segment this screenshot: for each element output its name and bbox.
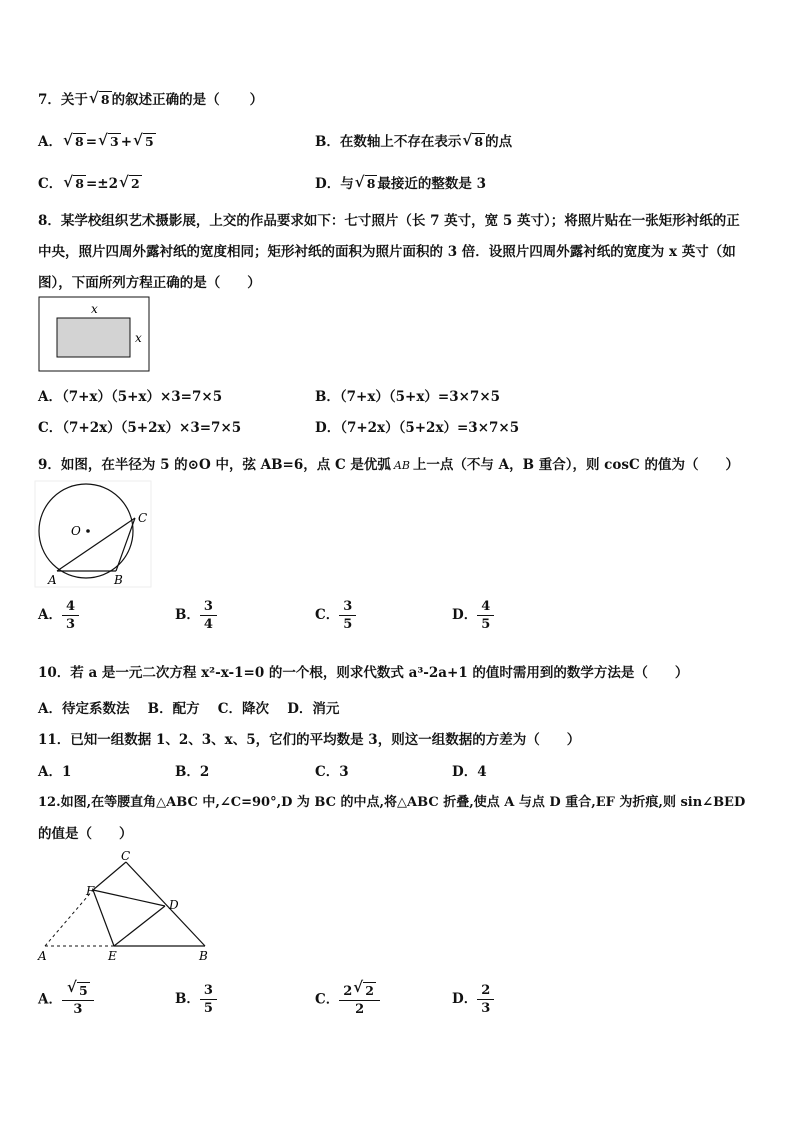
q12-crease-fe	[93, 890, 114, 946]
q9-label-a: A	[48, 573, 57, 587]
q8-figure	[38, 296, 150, 372]
q9-label-c: C	[138, 511, 148, 525]
q7-option-b: B．在数轴上不存在表示√ 8 的点	[315, 130, 512, 150]
q9-label-o: O	[71, 524, 81, 538]
q7-option-a: A．√ 8 =√ 3 +√ 5	[38, 130, 156, 150]
q8-stem-line3: 图），下面所列方程正确的是（ ）	[38, 275, 261, 291]
q9-option-a: A． $\frac{4}{3}$	[38, 598, 79, 633]
q12-label-b: B	[199, 949, 208, 963]
q8-stem-line2: 中央，照片四周外露衬纸的宽度相同；矩形衬纸的面积为照片面积的 3 倍．设照片四周外露衬纸的宽度为 x 英寸（如	[38, 244, 736, 260]
q11-option-b: B．2	[175, 764, 210, 780]
q12-stem-line2: 的值是（ ）	[38, 826, 133, 842]
q11-stem: 11．已知一组数据 1、2、3、x、5，它们的平均数是 3，则这一组数据的方差为（ ）	[38, 732, 581, 748]
q9-stem: 9．如图，在半径为 5 的⊙O 中，弦 AB=6，点 C 是优弧 AB 上一点（不与 A，B 重合），则 cosC 的值为（ ）	[38, 457, 739, 473]
q9-option-b: B． $\frac{3}{4}$	[175, 598, 217, 633]
q11-option-c: C．3	[315, 764, 349, 780]
q12-dashed-af	[45, 890, 93, 946]
q8-photo-rect	[57, 318, 130, 357]
q7-close-paren: ）	[249, 92, 264, 108]
q12-label-a: A	[38, 949, 47, 963]
q9-label-b: B	[114, 573, 123, 587]
q12-side-fc	[93, 862, 126, 890]
q12-label-c: C	[121, 849, 131, 863]
q12-option-c: C． $\frac{2√ 2}{2}$	[315, 982, 380, 1018]
q12-figure	[34, 848, 210, 966]
q7-stem	[38, 88, 263, 108]
q7-stem-text: 7．关于	[38, 92, 88, 108]
q12-option-d: D． $\frac{2}{3}$	[452, 982, 494, 1017]
q12-option-a: A． √ $\frac{5}{3}$	[38, 982, 94, 1018]
q9-option-d: D． $\frac{4}{5}$	[452, 598, 494, 633]
q8-option-b: B．（7+x）（5+x）=3×7×5	[315, 389, 501, 405]
q11-option-a: A．1	[38, 764, 72, 780]
q9-option-c: C． $\frac{3}{5}$	[315, 598, 356, 633]
q9-center-dot	[86, 529, 90, 533]
q10-options: A．待定系数法 B．配方 C．降次 D．消元	[38, 701, 340, 717]
q9-figure	[34, 480, 152, 588]
q8-option-d: D．（7+2x）（5+2x）=3×7×5	[315, 420, 520, 436]
q11-option-d: D．4	[452, 764, 487, 780]
q7-option-c: C．√ 8 =±2√ 2	[38, 172, 142, 192]
q12-option-b: B． $\frac{3}{5}$	[175, 982, 217, 1017]
q12-stem-line1: 12.如图,在等腰直角△ABC 中,∠C=90°,D 为 BC 的中点,将△ABC 折叠,使点 A 与点 D 重合,EF 为折痕,则 sin∠BED	[38, 795, 746, 810]
q12-label-d: D	[169, 898, 179, 912]
q8-label-x-right: x	[135, 331, 142, 345]
q9-arc-label: AB	[393, 459, 410, 472]
q8-label-x-top: x	[91, 302, 98, 316]
q7-stem-text-post: 的叙述正确的是（	[111, 92, 220, 108]
q8-stem-line1: 8．某学校组织艺术摄影展，上交的作品要求如下：七寸照片（长 7 英寸，宽 5 英寸）；将照片贴在一张矩形衬纸的正	[38, 213, 740, 229]
q12-segment-ed	[114, 906, 165, 946]
q12-label-f: F	[86, 884, 95, 898]
q8-option-a: A．（7+x）（5+x）×3=7×5	[38, 389, 223, 405]
q8-option-c: C．（7+2x）（5+2x）×3=7×5	[38, 420, 242, 436]
q7-option-d: D．与√ 8 最接近的整数是 3	[315, 172, 486, 192]
q7-radical: √ 8	[90, 92, 112, 108]
q12-label-e: E	[108, 949, 117, 963]
q12-side-cb	[126, 862, 205, 946]
q10-stem: 10．若 a 是一元二次方程 x²-x-1=0 的一个根，则求代数式 a³-2a+1 的值时需用到的数学方法是（ ）	[38, 665, 689, 681]
